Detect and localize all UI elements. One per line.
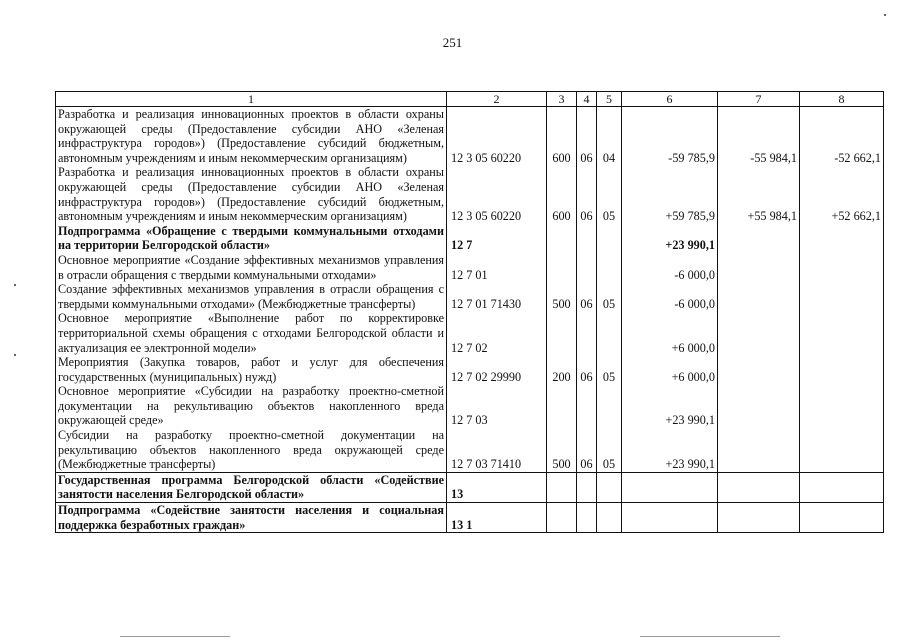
row-description: Разработка и реализация инновационных проектов в области охраны окружающей среды (Предоставление субсидии АНО «Зеленая инфраструктура городов») (Предоставление субсидий бюджетным, автономным учреждениям и иным некоммерческим организациям) [56,107,447,166]
row-expense-type [547,384,577,428]
budget-table [55,91,884,533]
row-amount-3 [800,503,884,533]
row-amount-2 [718,311,800,355]
row-amount-2 [718,224,800,253]
row-expense-type [547,503,577,533]
table-row [56,472,884,502]
row-amount-1 [622,503,718,533]
table-row [56,355,884,384]
row-amount-2 [718,355,800,384]
table-row [56,428,884,472]
row-amount-1: +23 990,1 [622,224,718,253]
row-amount-1: -6 000,0 [622,282,718,311]
row-amount-2: -55 984,1 [718,107,800,166]
row-amount-1: +23 990,1 [622,428,718,472]
table-row [56,253,884,282]
row-description: Подпрограмма «Содействие занятости населения и социальная поддержка безработных граждан» [56,503,447,533]
row-amount-3 [800,311,884,355]
scan-mark [640,636,780,637]
column-header: 2 [447,92,547,107]
row-section: 06 [577,107,597,166]
column-header: 4 [577,92,597,107]
row-section [577,224,597,253]
row-code: 13 1 [447,503,547,533]
column-header: 1 [56,92,447,107]
row-section: 06 [577,355,597,384]
row-amount-2 [718,384,800,428]
row-amount-3 [800,282,884,311]
row-amount-3: +52 662,1 [800,165,884,223]
row-section [577,253,597,282]
row-amount-3 [800,355,884,384]
row-amount-2: +55 984,1 [718,165,800,223]
table-row [56,311,884,355]
scan-mark [884,14,886,16]
row-section [577,503,597,533]
row-section: 06 [577,282,597,311]
row-subsection: 05 [597,355,622,384]
row-amount-3 [800,253,884,282]
row-section [577,472,597,502]
row-amount-3 [800,384,884,428]
row-section: 06 [577,428,597,472]
column-header: 7 [718,92,800,107]
row-subsection [597,503,622,533]
table-row [56,107,884,166]
row-amount-3 [800,428,884,472]
row-code: 12 7 02 29990 [447,355,547,384]
row-subsection: 05 [597,282,622,311]
row-code: 12 7 [447,224,547,253]
row-expense-type [547,472,577,502]
row-code: 12 3 05 60220 [447,107,547,166]
row-description: Основное мероприятие «Субсидии на разработку проектно-сметной документации на рекультивацию объектов накопленного вреда окружающей среде» [56,384,447,428]
row-code: 12 7 03 [447,384,547,428]
row-expense-type: 600 [547,165,577,223]
column-header: 3 [547,92,577,107]
row-subsection [597,253,622,282]
row-description: Разработка и реализация инновационных проектов в области охраны окружающей среды (Предоставление субсидии АНО «Зеленая инфраструктура городов») (Предоставление субсидий бюджетным, автономным учреждениям и иным некоммерческим организациям) [56,165,447,223]
row-amount-1: +23 990,1 [622,384,718,428]
row-subsection [597,472,622,502]
row-expense-type: 600 [547,107,577,166]
table-row [56,165,884,223]
table-row [56,384,884,428]
row-subsection [597,384,622,428]
row-description: Основное мероприятие «Создание эффективных механизмов управления в отрасли обращения с твердыми коммунальными отходами» [56,253,447,282]
row-amount-2 [718,253,800,282]
row-section: 06 [577,165,597,223]
row-description: Государственная программа Белгородской области «Содействие занятости населения Белгородской области» [56,472,447,502]
table-row [56,503,884,533]
row-code: 12 7 01 71430 [447,282,547,311]
row-amount-1: -59 785,9 [622,107,718,166]
row-section [577,384,597,428]
row-subsection: 05 [597,165,622,223]
scan-mark [14,354,16,356]
row-amount-1: +59 785,9 [622,165,718,223]
row-description: Основное мероприятие «Выполнение работ по корректировке территориальной схемы обращения с отходами Белгородской области и актуализация ее электронной модели» [56,311,447,355]
row-amount-1 [622,472,718,502]
row-amount-2 [718,503,800,533]
table-row [56,224,884,253]
row-subsection [597,311,622,355]
row-code: 12 7 03 71410 [447,428,547,472]
row-code: 12 7 02 [447,311,547,355]
row-amount-1: +6 000,0 [622,311,718,355]
row-expense-type: 500 [547,428,577,472]
scan-mark [14,284,16,286]
row-code: 12 3 05 60220 [447,165,547,223]
table-row [56,282,884,311]
page-number: 251 [442,35,463,50]
column-header: 8 [800,92,884,107]
row-expense-type [547,253,577,282]
row-description: Создание эффективных механизмов управления в отрасли обращения с твердыми коммунальными отходами» (Межбюджетные трансферты) [56,282,447,311]
row-code: 13 [447,472,547,502]
row-amount-1: -6 000,0 [622,253,718,282]
row-description: Мероприятия (Закупка товаров, работ и услуг для обеспечения государственных (муниципальных) нужд) [56,355,447,384]
row-code: 12 7 01 [447,253,547,282]
row-subsection [597,224,622,253]
row-expense-type: 200 [547,355,577,384]
row-subsection: 05 [597,428,622,472]
header-row [56,92,884,107]
row-description: Подпрограмма «Обращение с твердыми коммунальными отходами на территории Белгородской области» [56,224,447,253]
row-expense-type: 500 [547,282,577,311]
row-amount-3 [800,224,884,253]
row-amount-2 [718,282,800,311]
row-amount-2 [718,428,800,472]
row-expense-type [547,311,577,355]
row-amount-3 [800,472,884,502]
row-section [577,311,597,355]
column-header: 5 [597,92,622,107]
column-header: 6 [622,92,718,107]
row-amount-2 [718,472,800,502]
row-expense-type [547,224,577,253]
scan-mark [120,636,230,637]
row-amount-1: +6 000,0 [622,355,718,384]
row-subsection: 04 [597,107,622,166]
row-amount-3: -52 662,1 [800,107,884,166]
row-description: Субсидии на разработку проектно-сметной документации на рекультивацию объектов накопленного вреда окружающей среде (Межбюджетные трансферты) [56,428,447,472]
